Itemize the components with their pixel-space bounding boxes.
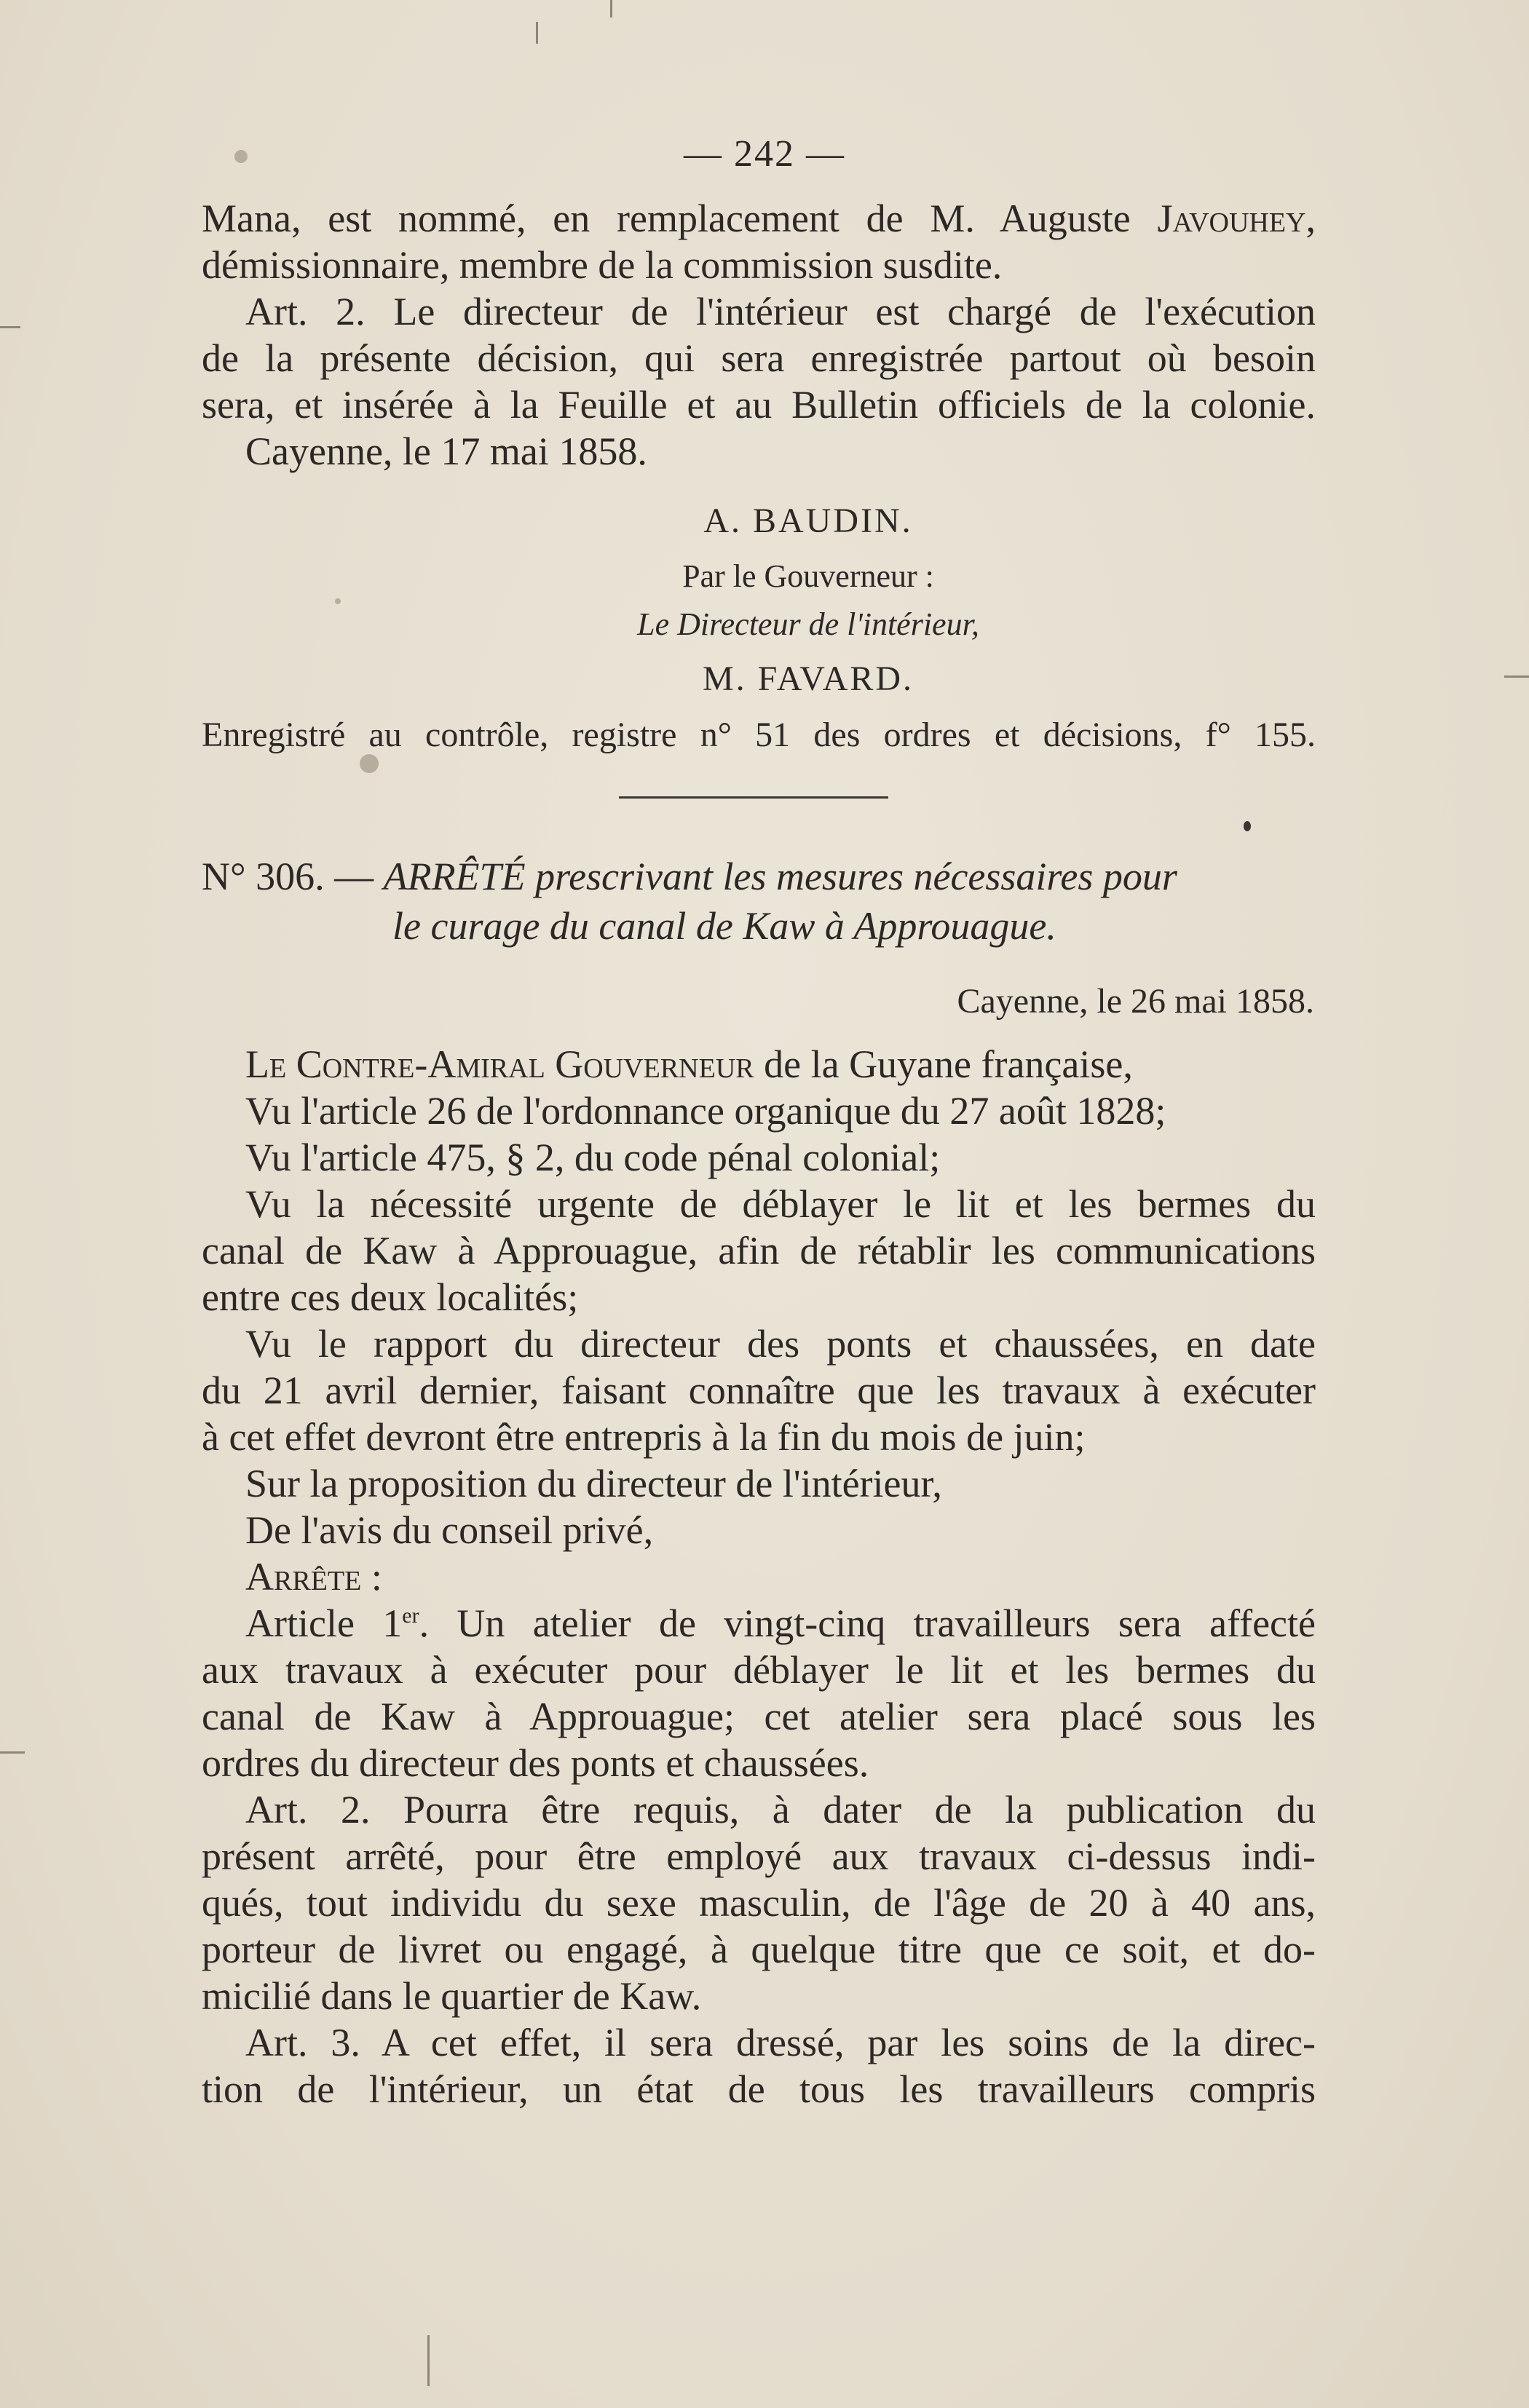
arrete-number: N° 306. —: [202, 855, 384, 898]
decision-line: sera, et insérée à la Feuille et au Bulletin officiels de la colonie.: [202, 383, 1316, 427]
text-run: :: [361, 1555, 382, 1599]
arrete-line: [202, 1553, 1316, 1600]
arrete-line: Vu le rapport du directeur des ponts et chaussées, en date: [245, 1322, 1316, 1366]
arrete-title: [202, 852, 1316, 951]
decision-line: [202, 195, 1316, 242]
arrete-line: Art. 2. Pourra être requis, à dater de la publication du: [245, 1788, 1316, 1831]
superscript: er: [402, 1604, 419, 1628]
arrete-line: qués, tout individu du sexe masculin, de l'âge de 20 à 40 ans,: [202, 1881, 1316, 1925]
arrete-line: Vu l'article 475, § 2, du code pénal colonial;: [245, 1136, 941, 1179]
arrete-line: [202, 1041, 1316, 1088]
arrete-line: à cet effet devront être entrepris à la fin du mois de juin;: [202, 1415, 1086, 1459]
margin-mark: [427, 2335, 430, 2386]
arrete-line: tion de l'intérieur, un état de tous les travailleurs compris: [202, 2067, 1316, 2111]
governor-title-small-caps: Le Contre-Amiral Gouverneur: [245, 1042, 754, 1086]
signature-director: M. FAVARD.: [702, 660, 914, 698]
decision-text: [202, 195, 1316, 475]
signature-governor: A. BAUDIN.: [703, 502, 913, 540]
signature-by-line: Par le Gouverneur :: [682, 558, 934, 594]
arrete-line: du 21 avril dernier, faisant connaître que les travaux à exécuter: [202, 1369, 1316, 1412]
arrete-line: porteur de livret ou engagé, à quelque titre que ce soit, et do-: [202, 1928, 1316, 1971]
arrete-line: De l'avis du conseil privé,: [245, 1508, 654, 1552]
text-run: Article 1: [245, 1601, 403, 1645]
arrete-title-rest: prescrivant les mesures nécessaires pour: [525, 855, 1177, 898]
margin-mark: [1504, 676, 1529, 678]
decision-line: Cayenne, le 17 mai 1858.: [245, 429, 647, 473]
arrete-title-word: ARRÊTÉ: [383, 855, 526, 898]
arrete-line: ordres du directeur des ponts et chaussées.: [202, 1741, 869, 1785]
section-divider: [619, 796, 888, 799]
arrete-date: Cayenne, le 26 mai 1858.: [957, 982, 1314, 1021]
decision-line: de la présente décision, qui sera enregistrée partout où besoin: [202, 336, 1316, 380]
registration-note: Enregistré au contrôle, registre n° 51 des ordres et décisions, f° 155.: [202, 716, 1316, 754]
arrete-line: Vu la nécessité urgente de déblayer le lit et les bermes du: [245, 1182, 1316, 1226]
text-run: ,: [1305, 197, 1316, 240]
text-run: . Un atelier de vingt-cinq travailleurs sera affecté: [419, 1601, 1316, 1645]
arrete-keyword: Arrête: [245, 1555, 362, 1599]
paper-speck: [1244, 821, 1251, 831]
signature-role: Le Directeur de l'intérieur,: [637, 606, 979, 642]
surname-small-caps: Javouhey: [1157, 197, 1306, 240]
paper-speck: [234, 150, 248, 163]
arrete-line: aux travaux à exécuter pour déblayer le lit et les bermes du: [202, 1648, 1316, 1692]
margin-mark: [610, 0, 612, 17]
page-number: — 242 —: [684, 133, 845, 175]
paper-speck: [335, 598, 341, 604]
arrete-line: canal de Kaw à Approuague; cet atelier sera placé sous les: [202, 1695, 1316, 1738]
arrete-line: canal de Kaw à Approuague, afin de rétablir les communications: [202, 1229, 1316, 1272]
arrete-line: [202, 1600, 1316, 1647]
arrete-line: Sur la proposition du directeur de l'intérieur,: [245, 1462, 942, 1505]
text-run: Mana, est nommé, en remplacement de M. Auguste: [202, 197, 1158, 240]
decision-line: démissionnaire, membre de la commission susdite.: [202, 243, 1003, 287]
arrete-title-line: [202, 852, 1316, 901]
margin-mark: [0, 1751, 25, 1754]
margin-mark: [0, 326, 20, 328]
margin-mark: [536, 22, 538, 44]
arrete-line: entre ces deux localités;: [202, 1275, 579, 1319]
arrete-line: Vu l'article 26 de l'ordonnance organique du 27 août 1828;: [245, 1089, 1166, 1133]
arrete-title-line-2: le curage du canal de Kaw à Approuague.: [392, 904, 1056, 948]
decision-line: Art. 2. Le directeur de l'intérieur est chargé de l'exécution: [245, 290, 1316, 333]
arrete-line: présent arrêté, pour être employé aux travaux ci-dessus indi-: [202, 1834, 1316, 1878]
arrete-line: micilié dans le quartier de Kaw.: [202, 1974, 702, 2018]
arrete-line: Art. 3. A cet effet, il sera dressé, par les soins de la direc-: [245, 2021, 1316, 2064]
arrete-body: [202, 1041, 1316, 2112]
text-run: de la Guyane française,: [754, 1042, 1133, 1086]
paper-speck: [360, 754, 379, 773]
